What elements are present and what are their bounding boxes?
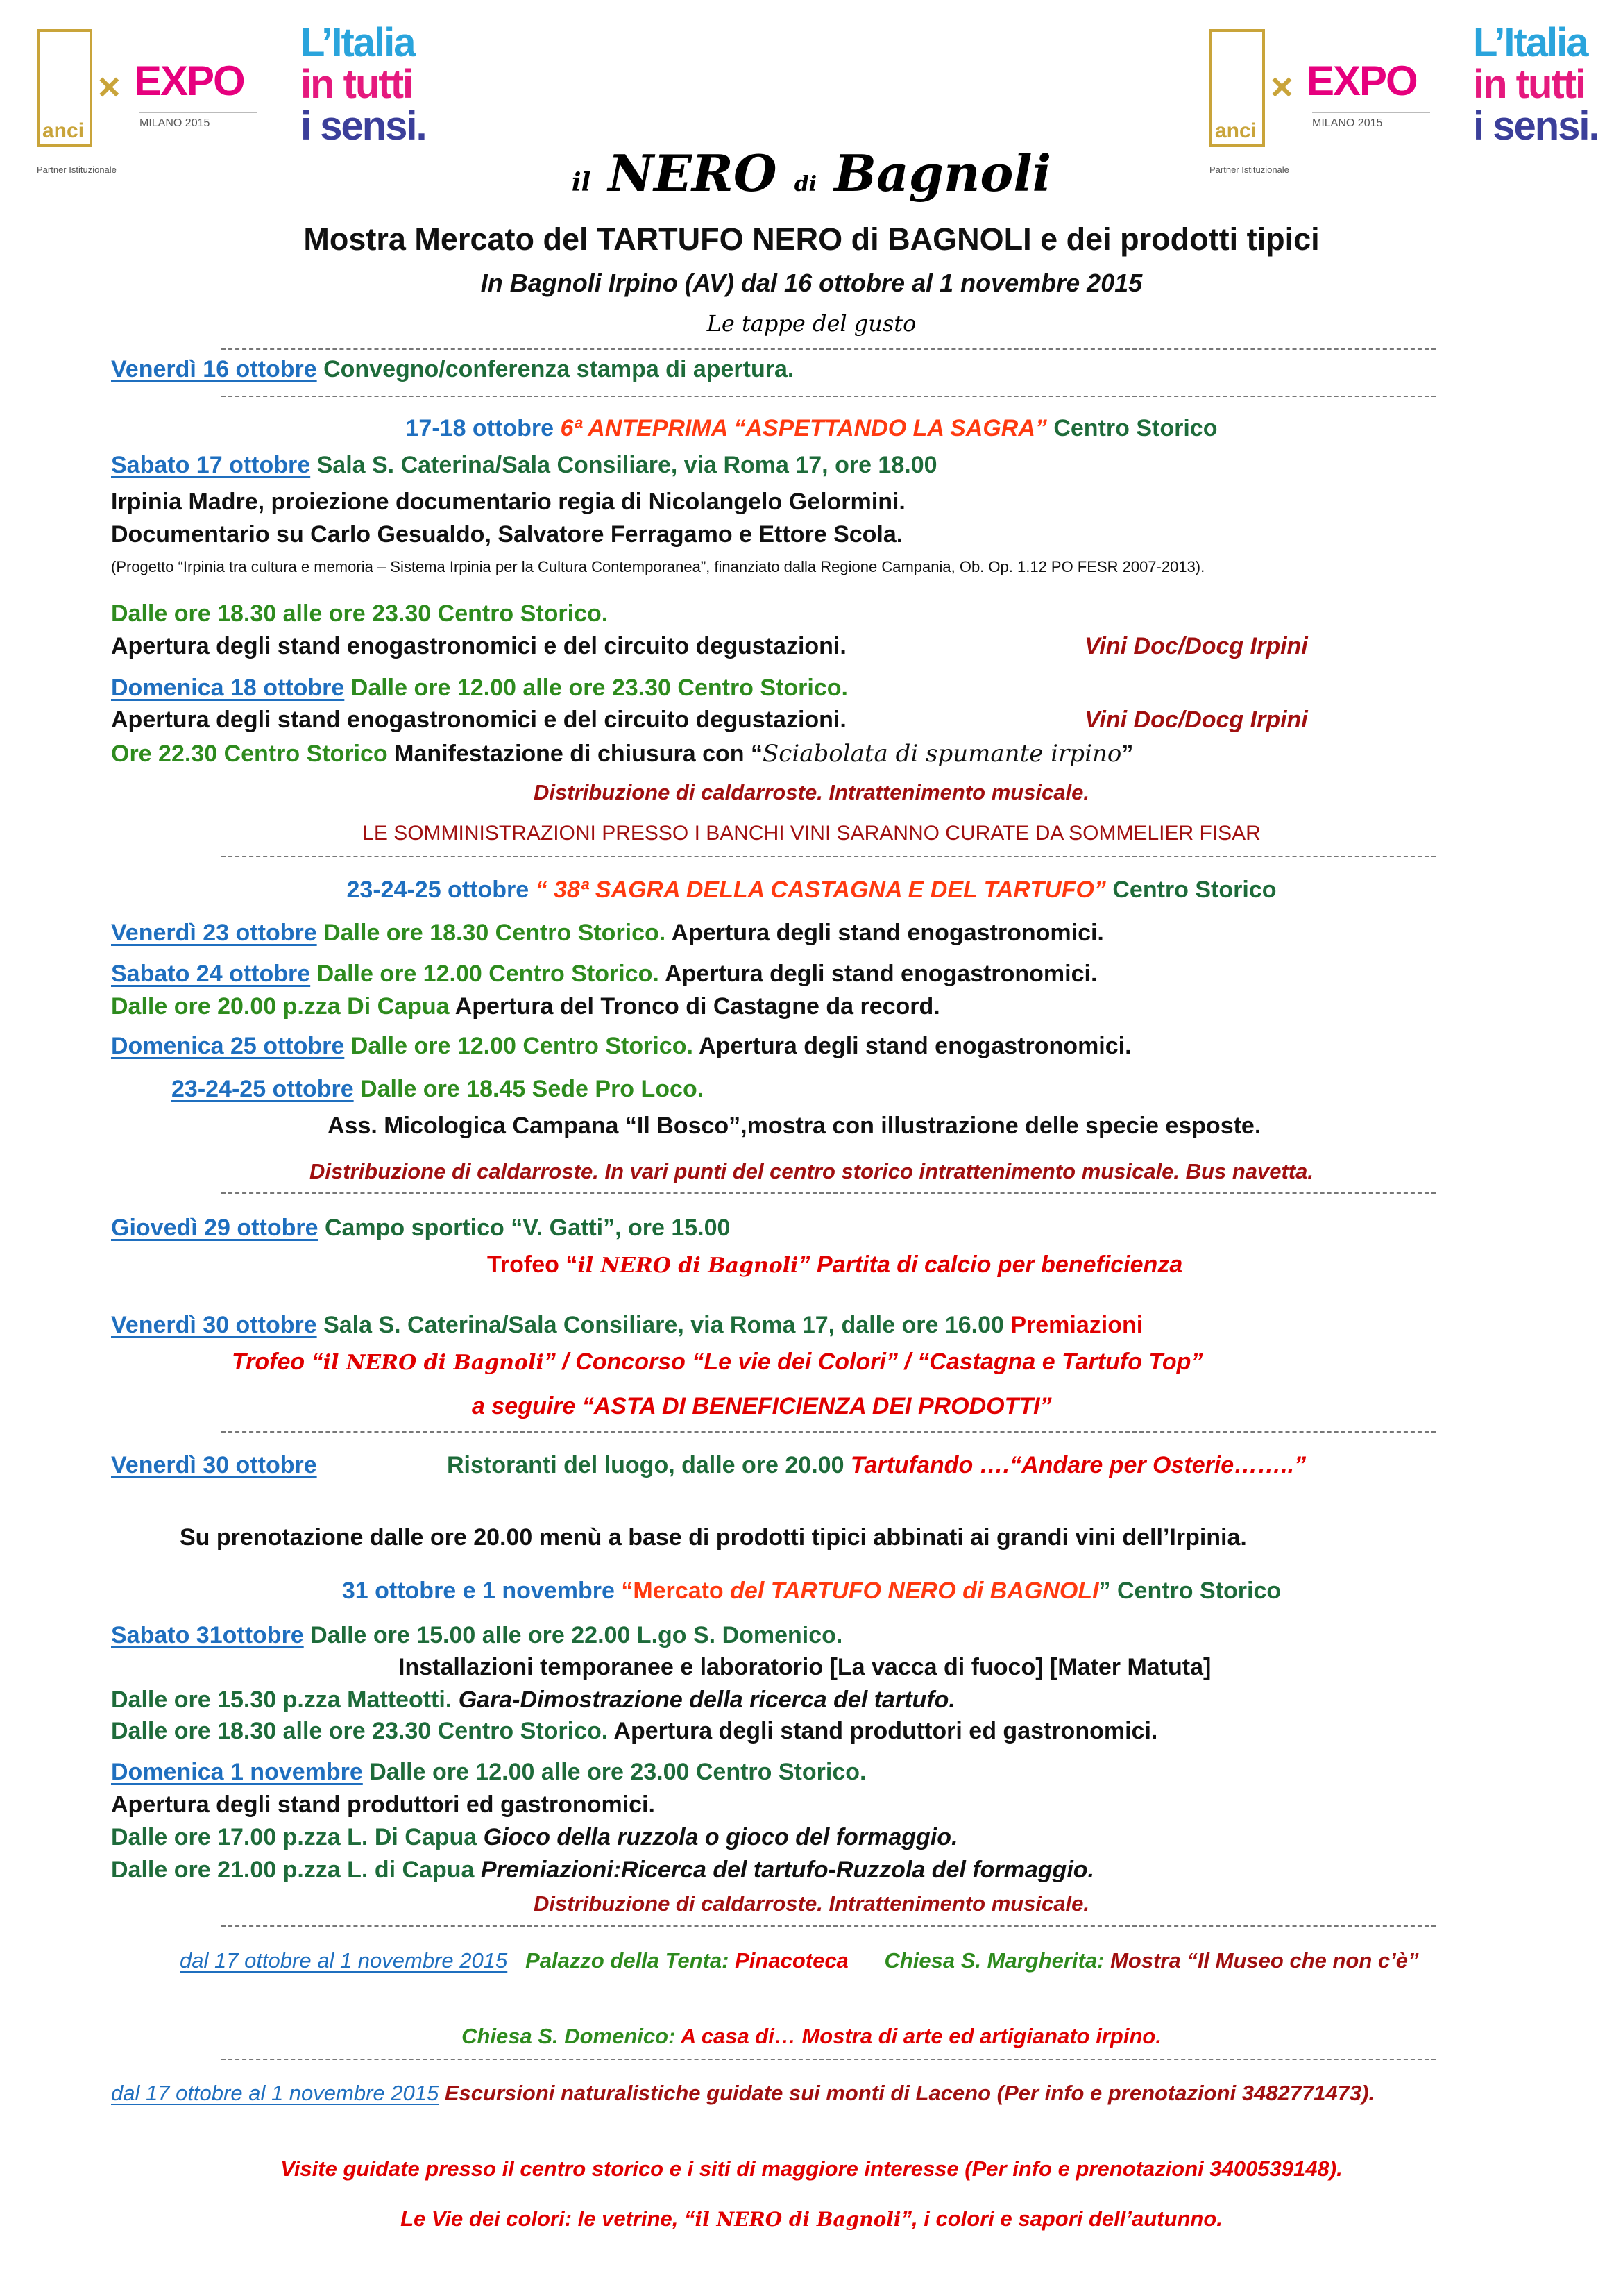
section-title: 6ª ANTEPRIMA “ASPETTANDO LA SAGRA” (560, 415, 1047, 441)
section-place: Centro Storico (1105, 877, 1277, 903)
venue: Chiesa S. Margherita: (848, 1948, 1105, 1973)
date-link[interactable]: Sabato 31ottobre (111, 1622, 304, 1648)
section-heading (0, 413, 1623, 444)
date-link[interactable]: Venerdì 30 ottobre (111, 1452, 317, 1478)
expo-text: EXPO (134, 58, 244, 104)
event-text: a seguire “ASTA DI BENEFICIENZA DEI PRODOTTI” (472, 1393, 1052, 1419)
section-place: ” Centro Storico (1098, 1578, 1282, 1604)
event-line (111, 1450, 1568, 1480)
partner-text: Partner Istituzionale (1209, 164, 1289, 175)
tagline: Le tappe del gusto (706, 310, 917, 337)
event-line (111, 959, 1097, 989)
title-nero: NERO (608, 144, 777, 203)
nero-mini-logo: il NERO di Bagnoli (323, 1351, 544, 1375)
section-dates: 31 ottobre e 1 novembre (341, 1578, 615, 1604)
closing-text: Le Vie dei colori: le vetrine, “ (400, 2206, 695, 2231)
event-text: Apertura degli stand enogastronomici e del circuito degustazioni. (111, 633, 847, 659)
venue: Palazzo della Tenta: (507, 1948, 729, 1973)
quote-mark: ” (1121, 741, 1134, 767)
italia-line: in tutti (300, 62, 413, 107)
event-text: Gioco della ruzzola o gioco del formaggio. (477, 1824, 958, 1850)
event-time: Dalle ore 12.00 Centro Storico. (344, 1033, 693, 1059)
event-text: Documentario su Carlo Gesualdo, Salvatore Ferragamo e Ettore Scola. (111, 521, 903, 548)
italia-line: i sensi. (300, 103, 426, 149)
event-highlight: Premiazioni (1010, 1312, 1144, 1338)
event-time: Dalle ore 15.30 p.zza Matteotti. (111, 1687, 452, 1713)
event-time: Dalle ore 17.00 p.zza L. Di Capua (111, 1824, 477, 1850)
anci-logo (37, 29, 92, 147)
event-line (111, 1031, 1132, 1061)
event-time: Dalle ore 18.30 alle ore 23.30 Centro Storico. (111, 1718, 609, 1744)
venue: Chiesa S. Domenico: (461, 2024, 676, 2048)
expo-logo (134, 57, 244, 105)
closing-line (0, 2204, 1623, 2235)
wine-note: Vini Doc/Docg Irpini (1085, 633, 1308, 659)
date-link[interactable]: dal 17 ottobre al 1 novembre 2015 (111, 2081, 439, 2105)
exhibit: Pinacoteca (729, 1948, 849, 1973)
nero-mini-logo: il NERO di Bagnoli (577, 1253, 799, 1278)
event-line (111, 354, 794, 385)
event-line (487, 1249, 1182, 1281)
event-text: Installazioni temporanee e laboratorio [La vacca di fuoco] [Mater Matuta] (398, 1654, 1212, 1680)
event-text: Irpinia Madre, proiezione documentario regia di Nicolangelo Gelormini. (111, 489, 906, 515)
event-text: Dalle ore 18.30 alle ore 23.30 Centro Storico. (111, 600, 609, 627)
x-mark-icon: × (1271, 65, 1293, 108)
divider (221, 856, 1436, 857)
event-line (111, 631, 1499, 661)
event-time: Dalle ore 21.00 p.zza L. di Capua (111, 1857, 475, 1883)
event-text: Ristoranti del luogo, dalle ore 20.00 (447, 1452, 844, 1478)
event-line (232, 1347, 1203, 1378)
milano-text: MILANO 2015 (139, 112, 257, 130)
italia-logo (1473, 22, 1599, 147)
date-link[interactable]: Domenica 25 ottobre (111, 1033, 345, 1059)
event-text: Manifestazione di chiusura con “ (387, 741, 763, 767)
event-text: Gara-Dimostrazione della ricerca del tartufo. (452, 1687, 955, 1713)
italia-line: i sensi. (1473, 103, 1599, 149)
guided-tours-text: Visite guidate presso il centro storico e i siti di maggiore interesse (Per info e prenotazioni 3400539148). (280, 2156, 1343, 2181)
event-text: Apertura degli stand enogastronomici e del circuito degustazioni. (111, 707, 847, 733)
event-text: Apertura degli stand produttori ed gastronomici. (111, 1791, 655, 1818)
title-il: il (571, 168, 591, 197)
exhibit-line (0, 2021, 1623, 2052)
section-title: del TARTUFO NERO di BAGNOLI (730, 1578, 1099, 1604)
place-dates: In Bagnoli Irpino (AV) dal 16 ottobre al 1 novembre 2015 (480, 269, 1143, 297)
closing-text: ”, i colori e sapori dell’autunno. (901, 2206, 1223, 2231)
event-line (111, 1757, 866, 1787)
exhibit: A casa di… Mostra di arte ed artigianato irpino. (675, 2024, 1162, 2048)
divider (221, 396, 1436, 397)
event-line (171, 1074, 704, 1104)
section-title: “Mercato (614, 1578, 731, 1604)
date-link[interactable]: 23-24-25 ottobre (171, 1076, 354, 1102)
event-text: Premiazioni:Ricerca del tartufo-Ruzzola del formaggio. (474, 1857, 1094, 1883)
event-text: Sala S. Caterina/Sala Consiliare, via Roma 17, dalle ore 16.00 (316, 1312, 1011, 1338)
divider (221, 2059, 1436, 2060)
event-line (111, 738, 1133, 769)
event-text: Dalle ore 15.00 alle ore 22.00 L.go S. Domenico. (303, 1622, 843, 1648)
anci-text: anci (42, 119, 85, 142)
divider (221, 1925, 1436, 1927)
note-text: Distribuzione di caldarroste. Intrattenimento musicale. (533, 1891, 1089, 1916)
section-dates: 17-18 ottobre (405, 415, 561, 441)
event-text: Dalle ore 12.00 alle ore 23.30 Centro Storico. (344, 675, 848, 701)
divider (221, 1431, 1436, 1433)
event-text: ” Partita di calcio per beneficienza (798, 1251, 1183, 1278)
event-line (111, 1310, 1143, 1340)
event-line (111, 1822, 958, 1852)
nero-mini-logo: il NERO di Bagnoli (695, 2208, 901, 2231)
event-text: Apertura degli stand produttori ed gastronomici. (608, 1718, 1158, 1744)
event-time: Dalle ore 12.00 Centro Storico. (310, 961, 659, 987)
italia-logo (300, 22, 426, 147)
event-line (111, 1620, 842, 1651)
trophy-label: Trofeo “ (232, 1349, 323, 1375)
date-link[interactable]: dal 17 ottobre al 1 novembre 2015 (180, 1948, 508, 1973)
date-link[interactable]: Sabato 24 ottobre (111, 961, 311, 987)
partner-text: Partner Istituzionale (37, 164, 117, 175)
section-heading (0, 1576, 1623, 1606)
event-text: Sala S. Caterina/Sala Consiliare, via Roma 17, ore 18.00 (310, 452, 937, 478)
date-link[interactable]: Venerdì 30 ottobre (111, 1312, 317, 1338)
italia-line: in tutti (1473, 62, 1586, 107)
title-di: di (794, 172, 817, 196)
date-link[interactable]: Sabato 17 ottobre (111, 452, 311, 478)
event-line (111, 673, 848, 703)
event-line (111, 450, 937, 480)
wine-note: Vini Doc/Docg Irpini (1085, 707, 1308, 733)
event-line (111, 1685, 955, 1715)
anci-logo (1209, 29, 1265, 147)
date-link[interactable]: Domenica 18 ottobre (111, 675, 345, 701)
date-link[interactable]: Venerdì 23 ottobre (111, 920, 317, 946)
excursion-line (111, 2077, 1416, 2109)
note-text: Distribuzione di caldarroste. Intrattenimento musicale. (533, 780, 1089, 804)
event-time: Ore 22.30 Centro Storico (111, 741, 388, 767)
title-logo (0, 142, 1623, 216)
event-text: ” / Concorso “Le vie dei Colori” / “Castagna e Tartufo Top” (543, 1349, 1203, 1375)
event-text: Campo sportico “V. Gatti”, ore 15.00 (318, 1215, 731, 1241)
italia-line: L’Italia (1473, 20, 1588, 65)
expo-logo (1307, 57, 1417, 105)
event-highlight: Tartufando ….“Andare per Osterie……..” (844, 1452, 1307, 1478)
italia-line: L’Italia (300, 20, 415, 65)
expo-text: EXPO (1307, 58, 1417, 104)
event-time: Dalle ore 20.00 p.zza Di Capua (111, 993, 450, 1020)
date-link[interactable]: Giovedì 29 ottobre (111, 1215, 318, 1241)
x-mark-icon: × (98, 65, 121, 108)
event-text: Dalle ore 12.00 alle ore 23.00 Centro Storico. (362, 1759, 867, 1785)
event-text: Su prenotazione dalle ore 20.00 menù a base di prodotti tipici abbinati ai grandi vini dell’Irpinia. (180, 1524, 1247, 1551)
exhibit-line (180, 1944, 1512, 1977)
event-text: Apertura del Tronco di Castagne da record. (449, 993, 940, 1020)
subtitle: Mostra Mercato del TARTUFO NERO di BAGNOLI e dei prodotti tipici (303, 221, 1320, 257)
date-link[interactable]: Domenica 1 novembre (111, 1759, 363, 1785)
event-line (111, 1855, 1094, 1885)
event-line (111, 991, 940, 1022)
divider (221, 1192, 1436, 1194)
title-bagnoli: Bagnoli (834, 144, 1052, 203)
event-line (111, 1213, 730, 1243)
anci-text: anci (1215, 119, 1257, 142)
section-dates: 23-24-25 ottobre (346, 877, 529, 903)
event-script-text: Sciabolata di spumante irpino (763, 740, 1122, 768)
divider (221, 348, 1436, 350)
trophy-label: Trofeo “ (487, 1251, 578, 1278)
event-text: Convegno/conferenza stampa di apertura. (316, 356, 794, 382)
milano-text: MILANO 2015 (1312, 112, 1430, 130)
note-text: Distribuzione di caldarroste. In vari punti del centro storico intrattenimento musicale. Bus navetta. (309, 1159, 1314, 1183)
excursion-text: Escursioni naturalistiche guidate sui monti di Laceno (Per info e prenotazioni 3482771473). (439, 2081, 1375, 2105)
event-line (111, 704, 1499, 735)
section-heading (0, 875, 1623, 905)
exhibit: Mostra “Il Museo che non c’è” (1104, 1948, 1419, 1973)
section-title: “ 38ª SAGRA DELLA CASTAGNA E DEL TARTUFO” (529, 877, 1106, 903)
event-line (111, 918, 1104, 948)
project-note: (Progetto “Irpinia tra cultura e memoria – Sistema Irpinia per la Cultura Contemporanea”, finanziato dalla Regione Campania, Ob. Op. 1.12 PO FESR 2007-2013). (111, 558, 1205, 575)
event-text: Apertura degli stand enogastronomici. (658, 961, 1098, 987)
event-time: Dalle ore 18.30 Centro Storico. (316, 920, 666, 946)
event-text: Apertura degli stand enogastronomici. (692, 1033, 1132, 1059)
event-text: Ass. Micologica Campana “Il Bosco”,mostra con illustrazione delle specie esposte. (328, 1113, 1261, 1139)
event-line (111, 1716, 1157, 1746)
event-time: Dalle ore 18.45 Sede Pro Loco. (353, 1076, 704, 1102)
date-link[interactable]: Venerdì 16 ottobre (111, 356, 317, 382)
event-text: Apertura degli stand enogastronomici. (665, 920, 1104, 946)
note-text: LE SOMMINISTRAZIONI PRESSO I BANCHI VINI SARANNO CURATE DA SOMMELIER FISAR (362, 822, 1261, 845)
event-text-group (447, 1450, 1306, 1480)
section-place: Centro Storico (1046, 415, 1218, 441)
